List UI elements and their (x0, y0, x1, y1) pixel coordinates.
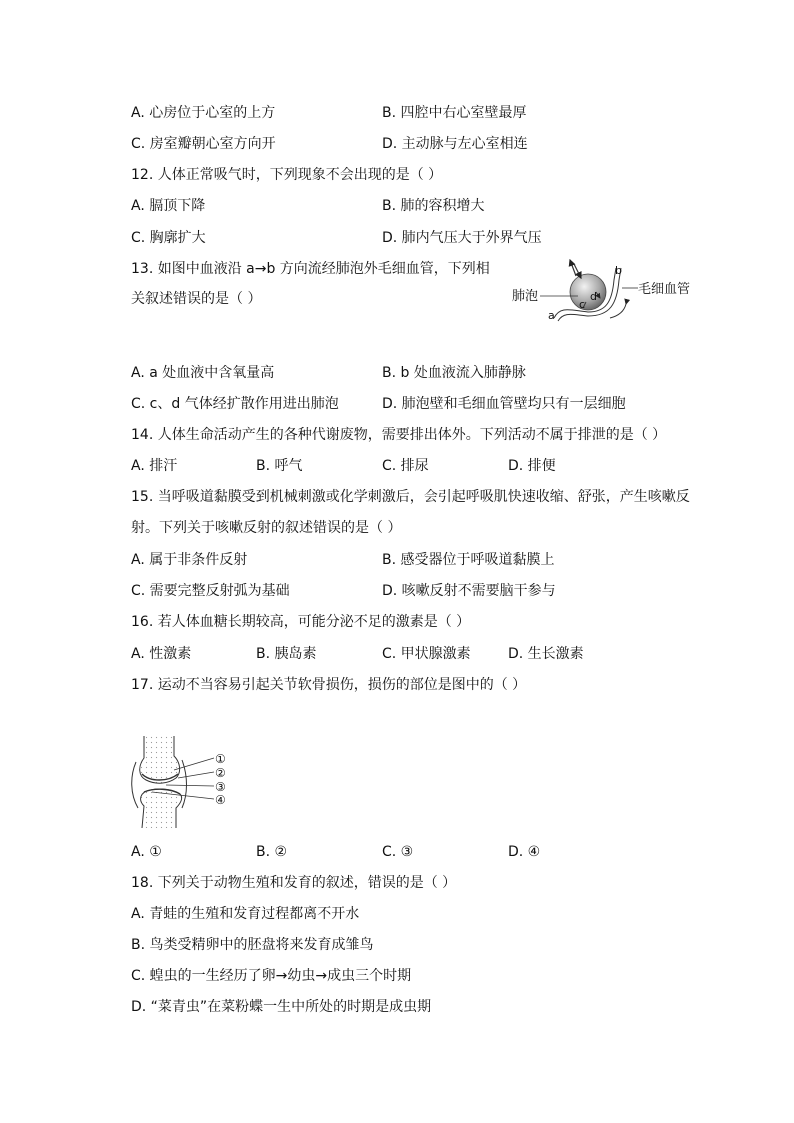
label-a: a (548, 309, 555, 322)
q15-stem-line2: 射。下列关于咳嗽反射的叙述错误的是（ ） (131, 520, 402, 536)
q17-option-a: A. ① (131, 844, 162, 860)
q18-option-d: D. “菜青虫”在菜粉蝶一生中所处的时期是成虫期 (131, 999, 432, 1015)
q13-option-a: A. a 处血液中含氧量高 (131, 365, 275, 381)
label-4: ④ (215, 793, 226, 807)
label-c: c (579, 298, 586, 311)
label-3: ③ (215, 780, 226, 794)
q16-option-d: D. 生长激素 (508, 646, 584, 662)
q16-option-a: A. 性激素 (131, 646, 192, 662)
q14-option-a: A. 排汗 (131, 458, 178, 474)
q13-option-b: B. b 处血液流入肺静脉 (382, 365, 526, 381)
q17-option-b: B. ② (256, 844, 288, 860)
label-capillary: 毛细血管 (638, 282, 691, 297)
q18-stem: 18. 下列关于动物生殖和发育的叙述，错误的是（ ） (131, 875, 457, 891)
alveolus-capillary-diagram (510, 256, 700, 322)
label-1: ① (215, 752, 226, 766)
q12-stem: 12. 人体正常吸气时，下列现象不会出现的是（ ） (131, 167, 443, 183)
q16-option-b: B. 胰岛素 (256, 646, 317, 662)
q15-option-c: C. 需要完整反射弧为基础 (131, 583, 290, 599)
q11-option-d: D. 主动脉与左心室相连 (382, 136, 528, 152)
q15-option-d: D. 咳嗽反射不需要脑干参与 (382, 583, 556, 599)
q14-option-c: C. 排尿 (382, 458, 429, 474)
q16-option-c: C. 甲状腺激素 (382, 646, 471, 662)
q15-stem-line1: 15. 当呼吸道黏膜受到机械刺激或化学刺激后，会引起呼吸肌快速收缩、舒张，产生咳嗽反 (131, 489, 690, 505)
q17-stem: 17. 运动不当容易引起关节软骨损伤，损伤的部位是图中的（ ） (131, 677, 527, 693)
label-d: d (590, 290, 597, 303)
q15-option-b: B. 感受器位于呼吸道黏膜上 (382, 552, 555, 568)
q11-option-b: B. 四腔中右心室壁最厚 (382, 105, 527, 121)
q18-option-c: C. 蝗虫的一生经历了卵→幼虫→成虫三个时期 (131, 968, 412, 984)
q18-option-b: B. 鸟类受精卵中的胚盘将来发育成雏鸟 (131, 937, 374, 953)
q18-option-a: A. 青蛙的生殖和发育过程都离不开水 (131, 906, 360, 922)
label-2: ② (215, 766, 226, 780)
q14-option-d: D. 排便 (508, 458, 556, 474)
q12-option-c: C. 胸廓扩大 (131, 230, 206, 246)
q12-option-b: B. 肺的容积增大 (382, 198, 485, 214)
q13-stem-line2: 关叙述错误的是（ ） (131, 291, 262, 307)
q12-option-a: A. 膈顶下降 (131, 198, 206, 214)
q17-option-d: D. ④ (508, 844, 541, 860)
label-b: b (615, 264, 622, 277)
q13-option-d: D. 肺泡壁和毛细血管壁均只有一层细胞 (382, 396, 626, 412)
knee-joint-diagram (130, 736, 234, 828)
q14-stem: 14. 人体生命活动产生的各种代谢废物，需要排出体外。下列活动不属于排泄的是（ ） (131, 427, 667, 443)
q16-stem: 16. 若人体血糖长期较高，可能分泌不足的激素是（ ） (131, 614, 471, 630)
q13-stem-line1: 13. 如图中血液沿 a→b 方向流经肺泡外毛细血管，下列相 (131, 261, 490, 277)
q12-option-d: D. 肺内气压大于外界气压 (382, 230, 542, 246)
q11-option-a: A. 心房位于心室的上方 (131, 105, 276, 121)
q17-option-c: C. ③ (382, 844, 414, 860)
label-alveolus: 肺泡 (512, 289, 539, 304)
q15-option-a: A. 属于非条件反射 (131, 552, 248, 568)
alveolus-shape (570, 274, 606, 310)
q14-option-b: B. 呼气 (256, 458, 303, 474)
q11-option-c: C. 房室瓣朝心室方向开 (131, 136, 276, 152)
q13-option-c: C. c、d 气体经扩散作用进出肺泡 (131, 396, 339, 412)
